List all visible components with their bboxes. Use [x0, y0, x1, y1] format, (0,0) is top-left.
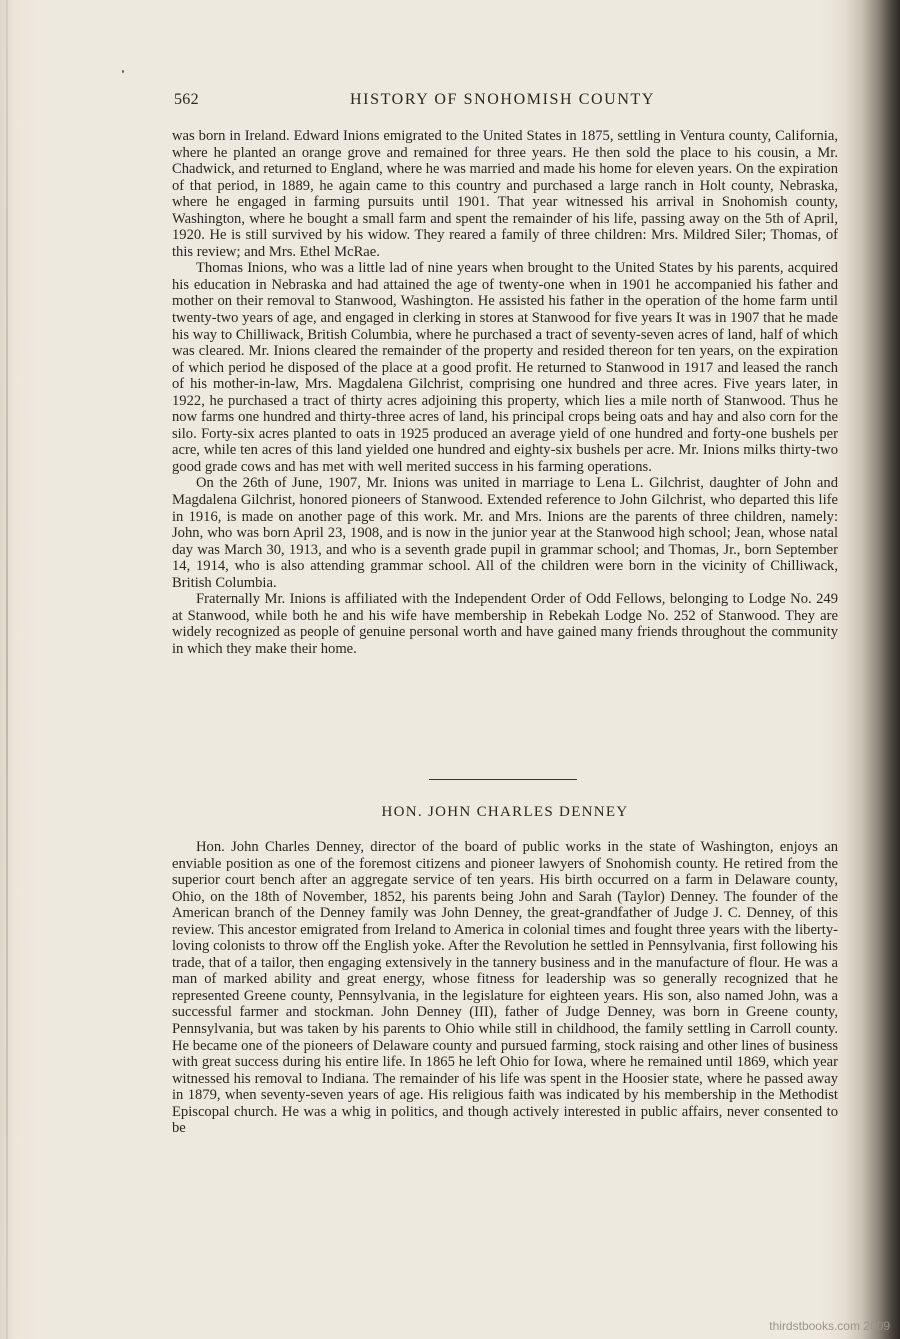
paragraph: Hon. John Charles Denney, director of the board of public works in the state of Washington, enjoys an enviable position as one of the foremost citizens and pioneer lawyers of Snohomish county. He retired from the superior court bench after an aggregate service of ten years. His birth occurred on a farm in Delaware county, Ohio, on the 18th of November, 1852, his parents being John and Sarah (Taylor) Denney. The founder of the American branch of the Denney family was John Denney, the great-grandfather of Judge J. C. Denney, of this review. This ancestor emigrated from Ireland to America in colonial times and fought three years with the liberty-loving colonists to throw off the English yoke. After the Revolution he settled in Pennsylvania, first following his trade, that of a tailor, then engaging extensively in the tannery business and in the manufacture of flour. He was a man of marked ability and great energy, whose fitness for leadership was so generally recognized that he represented Greene county, Pennsylvania, in the legislature for eighteen years. His son, also named John, was a successful farmer and stockman. John Denney (III), father of Judge Denney, was born in Greene county, Pennsylvania, but was taken by his parents to Ohio while still in childhood, the family settling in Carroll county. He became one of the pioneers of Delaware county and pursued farming, stock raising and other lines of business with great success during his entire life. In 1865 he left Ohio for Iowa, where he remained until 1869, which year witnessed his removal to Indiana. The remainder of his life was spent in the Hoosier state, where he passed away in 1879, when seventy-seven years of age. His religious faith was indicated by his membership in the Methodist Episcopal church. He was a whig in politics, and though actively interested in public affairs, never consented to be: [172, 839, 838, 1137]
paper-speck: [122, 70, 124, 73]
watermark-text: thirdstbooks.com 2009: [769, 1319, 890, 1333]
page-gutter: [6, 0, 8, 1339]
denney-article-text: [172, 839, 838, 1137]
running-head-title: HISTORY OF SNOHOMISH COUNTY: [350, 91, 656, 108]
running-head: [174, 91, 666, 113]
paragraph: Thomas Inions, who was a little lad of nine years when brought to the United States by his parents, acquired his education in Nebraska and had attained the age of twenty-one when in 1901 he accompanied his father and mother on their removal to Stanwood, Washington. He assisted his father in the operation of the home farm until twenty-two years of age, and engaged in clerking in stores at Stanwood for five years It was in 1907 that he made his way to Chilliwack, British Columbia, where he purchased a tract of seventy-seven acres of land, half of which was cleared. Mr. Inions cleared the remainder of the property and resided thereon for ten years, on the expiration of which period he disposed of the place at a good profit. He returned to Stanwood in 1917 and leased the ranch of his mother-in-law, Mrs. Magdalena Gilchrist, comprising one hundred and three acres. Five years later, in 1922, he purchased a tract of thirty acres adjoining this property, which lies a mile north of Stanwood. Thus he now farms one hundred and thirty-three acres of land, his principal crops being oats and hay and also corn for the silo. Forty-six acres planted to oats in 1925 produced an average yield of one hundred and forty-one bushels per acre, while ten acres of this land yielded one hundred and eighty-six bushels per acre. Mr. Inions milks thirty-two good grade cows and has met with well merited success in his farming operations.: [172, 260, 838, 475]
paragraph: was born in Ireland. Edward Inions emigrated to the United States in 1875, settling in Ventura county, California, where he planted an orange grove and remained for three years. He then sold the place to his cousin, a Mr. Chadwick, and returned to England, where he was married and made his home for eleven years. On the expiration of that period, in 1889, he again came to this country and purchased a large ranch in Holt county, Nebraska, where he engaged in farming pursuits until 1901. That year witnessed his arrival in Snohomish county, Washington, where he bought a small farm and spent the remainder of his life, passing away on the 5th of April, 1920. He is still survived by his widow. They reared a family of three children: Mrs. Mildred Siler; Thomas, of this review; and Mrs. Ethel McRae.: [172, 128, 838, 260]
section-divider-rule: [429, 779, 577, 780]
page-number: 562: [174, 91, 199, 108]
paragraph: On the 26th of June, 1907, Mr. Inions was united in marriage to Lena L. Gilchrist, daughter of John and Magdalena Gilchrist, honored pioneers of Stanwood. Extended reference to John Gilchrist, who departed this life in 1916, is made on another page of this work. Mr. and Mrs. Inions are the parents of three children, namely: John, who was born April 23, 1908, and is now in the junior year at the Stanwood high school; Jean, whose natal day was March 30, 1913, and who is a seventh grade pupil in grammar school; and Thomas, Jr., born September 14, 1914, who is also attending grammar school. All of the children were born in the vicinity of Chilliwack, British Columbia.: [172, 475, 838, 591]
inions-article-text: [172, 128, 838, 658]
section-heading: HON. JOHN CHARLES DENNEY: [381, 804, 629, 820]
paragraph: Fraternally Mr. Inions is affiliated with the Independent Order of Odd Fellows, belonging to Lodge No. 249 at Stanwood, while both he and his wife have membership in Rebekah Lodge No. 252 of Stanwood. They are widely recognized as people of genuine personal worth and have gained many friends throughout the community in which they make their home.: [172, 591, 838, 657]
